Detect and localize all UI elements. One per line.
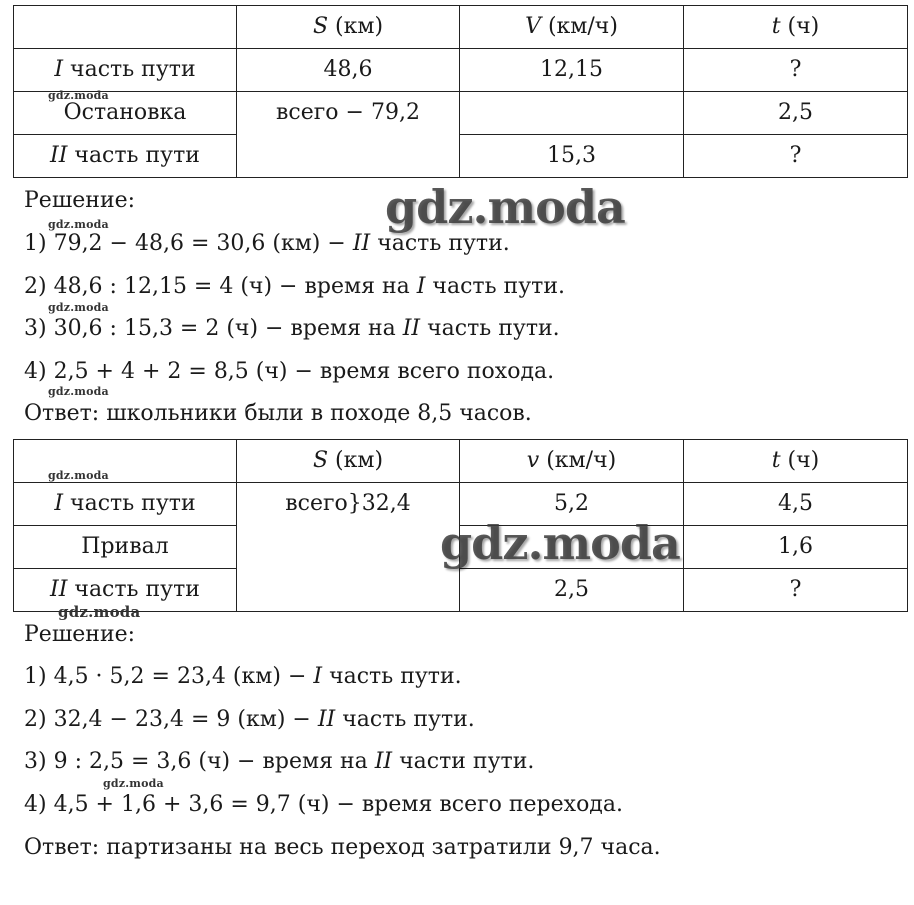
row-label: I часть пути (14, 483, 237, 526)
table-row (14, 526, 908, 569)
header-speed: v (км/ч) (460, 440, 684, 483)
watermark-small: gdz.moda (48, 89, 109, 102)
cell-time: 1,6 (684, 526, 908, 569)
solution-1-step-3: 3) 30,6 : 15,3 = 2 (ч) − время на II часть пути. (24, 316, 560, 341)
header-distance: S (км) (237, 6, 460, 49)
row-label: I часть пути (14, 49, 237, 92)
table-row (14, 135, 908, 178)
header-distance: S (км) (237, 440, 460, 483)
table-2 (13, 439, 908, 612)
solution-2-step-1: 1) 4,5 · 5,2 = 23,4 (км) − I часть пути. (24, 664, 462, 689)
cell-speed (460, 92, 684, 135)
cell-speed: 12,15 (460, 49, 684, 92)
solution-2-step-2: 2) 32,4 − 23,4 = 9 (км) − II часть пути. (24, 707, 475, 732)
header-time: t (ч) (684, 6, 908, 49)
table-2-header (14, 440, 908, 483)
cell-time: ? (684, 135, 908, 178)
row-label: Привал (14, 526, 237, 569)
cell-speed: 15,3 (460, 135, 684, 178)
solution-2-title: Решение: (24, 622, 136, 647)
watermark-large: gdz.moda (440, 516, 680, 570)
watermark-small: gdz.moda (103, 777, 164, 790)
watermark-small: gdz.moda (48, 469, 109, 482)
row-label: II часть пути (14, 569, 237, 612)
cell-time: 2,5 (684, 92, 908, 135)
cell-time: ? (684, 49, 908, 92)
solution-1-step-1: 1) 79,2 − 48,6 = 30,6 (км) − II часть пути. (24, 231, 510, 256)
watermark-small: gdz.moda (48, 218, 109, 231)
cell-distance-total: всего − 79,2 (237, 92, 460, 178)
row-label: Остановка (14, 92, 237, 135)
table-row (14, 49, 908, 92)
cell-distance: 48,6 (237, 49, 460, 92)
watermark-small: gdz.moda (48, 301, 109, 314)
row-label: II часть пути (14, 135, 237, 178)
solution-1-step-4: 4) 2,5 + 4 + 2 = 8,5 (ч) − время всего похода. (24, 359, 555, 384)
watermark-small: gdz.moda (58, 603, 141, 621)
cell-speed: 2,5 (460, 569, 684, 612)
solution-1-title: Решение: (24, 188, 136, 213)
table-1 (13, 5, 908, 178)
table-row (14, 92, 908, 135)
solution-1-step-2: 2) 48,6 : 12,15 = 4 (ч) − время на I часть пути. (24, 274, 565, 299)
cell-time: ? (684, 569, 908, 612)
cell-speed (460, 526, 684, 569)
cell-distance-total: всего}32,4 (237, 483, 460, 612)
solution-2-answer: Ответ: партизаны на весь переход затратили 9,7 часа. (24, 835, 661, 860)
solution-2-step-3: 3) 9 : 2,5 = 3,6 (ч) − время на II части пути. (24, 749, 535, 774)
header-time: t (ч) (684, 440, 908, 483)
solution-1-answer: Ответ: школьники были в походе 8,5 часов. (24, 401, 532, 426)
header-empty-cell (14, 440, 237, 483)
table-row (14, 569, 908, 612)
watermark-small: gdz.moda (48, 385, 109, 398)
watermark-large: gdz.moda (385, 180, 625, 234)
header-empty-cell (14, 6, 237, 49)
header-speed: V (км/ч) (460, 6, 684, 49)
table-row (14, 483, 908, 526)
cell-speed: 5,2 (460, 483, 684, 526)
solution-2-step-4: 4) 4,5 + 1,6 + 3,6 = 9,7 (ч) − время всего перехода. (24, 792, 623, 817)
table-1-header (14, 6, 908, 49)
cell-time: 4,5 (684, 483, 908, 526)
